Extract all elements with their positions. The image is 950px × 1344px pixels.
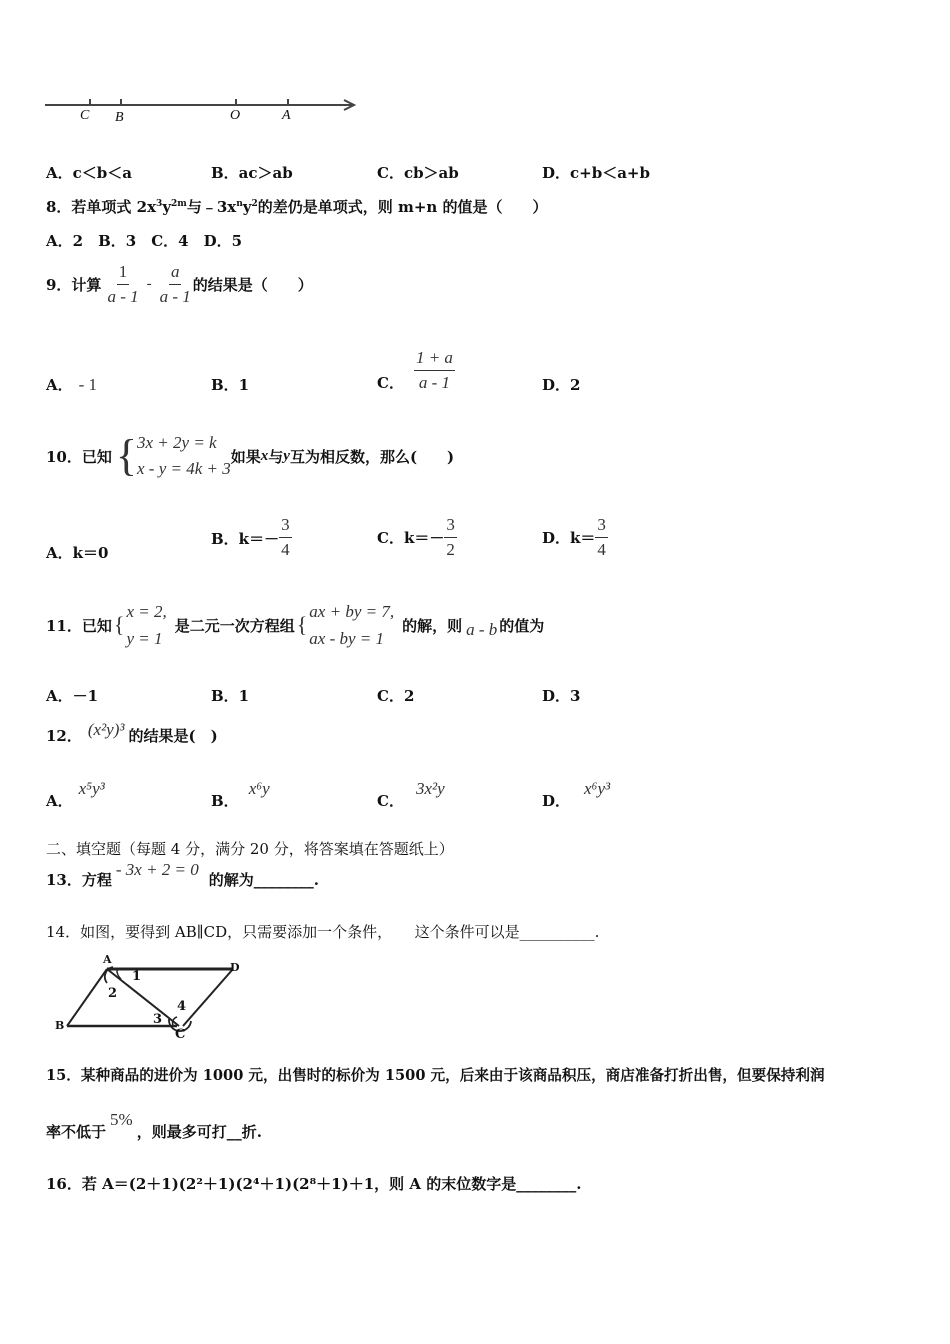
parallelogram-figure xyxy=(55,955,255,1045)
q9-option-b: B．1 xyxy=(211,376,250,394)
q9-option-d: D．2 xyxy=(542,376,581,394)
q7-option-d: D．c+b＜a+b xyxy=(542,164,650,182)
q7-option-c: C．cb＞ab xyxy=(377,164,459,182)
fig-label-b: B xyxy=(55,1019,65,1032)
q11-option-b: B．1 xyxy=(211,687,250,705)
q11-option-c: C．2 xyxy=(377,687,415,705)
q8-options: A．2 B．3 C．4 D．5 xyxy=(46,232,243,250)
q7-option-b: B．ac＞ab xyxy=(211,164,293,182)
q12-option-d: D．x⁶y³ xyxy=(542,779,611,810)
q12-option-b: B．x⁶y xyxy=(211,779,270,810)
q10-option-a: A．k＝0 xyxy=(46,544,109,562)
question-14: 14．如图，要得到 AB∥CD，只需要添加一个条件， 这个条件可以是__________. xyxy=(46,923,600,941)
fig-label-c: C xyxy=(175,1027,186,1042)
fig-angle-3: 3 xyxy=(153,1012,163,1027)
numberline-label-c: C xyxy=(80,108,90,123)
question-12: 12． (x²y)³ 的结果是( ) xyxy=(46,720,218,745)
q12-option-c: C．3x²y xyxy=(377,779,445,810)
question-11: 11．已知 { x = 2, y = 1 是二元一次方程组 { ax + by = 7, ax - by = 1 的解，则 a - b 的值为 xyxy=(46,602,545,648)
fig-angle-1: 1 xyxy=(132,969,142,984)
section-heading: 二、填空题（每题 4 分，满分 20 分，将答案填在答题纸上） xyxy=(46,840,454,858)
q10-option-d: D．k＝ $\frac{3}{4}$ xyxy=(542,515,606,559)
fig-label-d: D xyxy=(230,961,240,974)
fig-label-a: A xyxy=(103,953,112,966)
numberline-label-b: B xyxy=(115,110,124,125)
q10-option-b: B．k＝－ $\frac{3}{4}$ xyxy=(211,515,290,559)
q9-option-a: A． - 1 xyxy=(46,375,98,394)
q10-option-c: C．k＝－ $\frac{3}{2}$ xyxy=(377,515,455,559)
question-8: 8．若单项式 $2x^3y^{2m}$与$﹣3x^ny^2$的差仍是单项式，则 m+n 的值是（ ） xyxy=(46,198,548,216)
question-15-line1: 15．某种商品的进价为 1000 元，出售时的标价为 1500 元，后来由于该商品积压，商店准备打折出售，但要保持利润 xyxy=(46,1067,825,1084)
question-16: 16．若 A＝(2＋1)(2²＋1)(2⁴＋1)(2⁸＋1)＋1，则 A 的末位数字是________. xyxy=(46,1175,582,1193)
fig-angle-2: 2 xyxy=(108,986,118,1001)
numberline-label-a: A xyxy=(282,108,291,123)
q12-option-a: A．x⁵y³ xyxy=(46,779,105,810)
question-10: 10．已知 { 3x + 2y = k x - y = 4k + 3 如果 x 与 y 互为相反数，那么( ) xyxy=(46,431,455,480)
q9-option-c: C． $\frac{1 + a}{a - 1}$ xyxy=(377,348,453,392)
q11-option-a: A．－1 xyxy=(46,687,99,705)
question-9: 9．计算 $\frac{1}{a - 1}$ - $\frac{a}{a - 1}$ 的结果是（ ） xyxy=(46,262,313,306)
number-line xyxy=(40,90,370,130)
numberline-label-o: O xyxy=(230,108,241,123)
q7-option-a: A．c＜b＜a xyxy=(46,164,132,182)
question-15-line2: 率不低于 5% ，则最多可打__折. xyxy=(46,1110,262,1141)
question-13: 13．方程 - 3x + 2 = 0 的解为________. xyxy=(46,860,320,889)
fig-angle-4: 4 xyxy=(177,999,187,1014)
q11-option-d: D．3 xyxy=(542,687,581,705)
